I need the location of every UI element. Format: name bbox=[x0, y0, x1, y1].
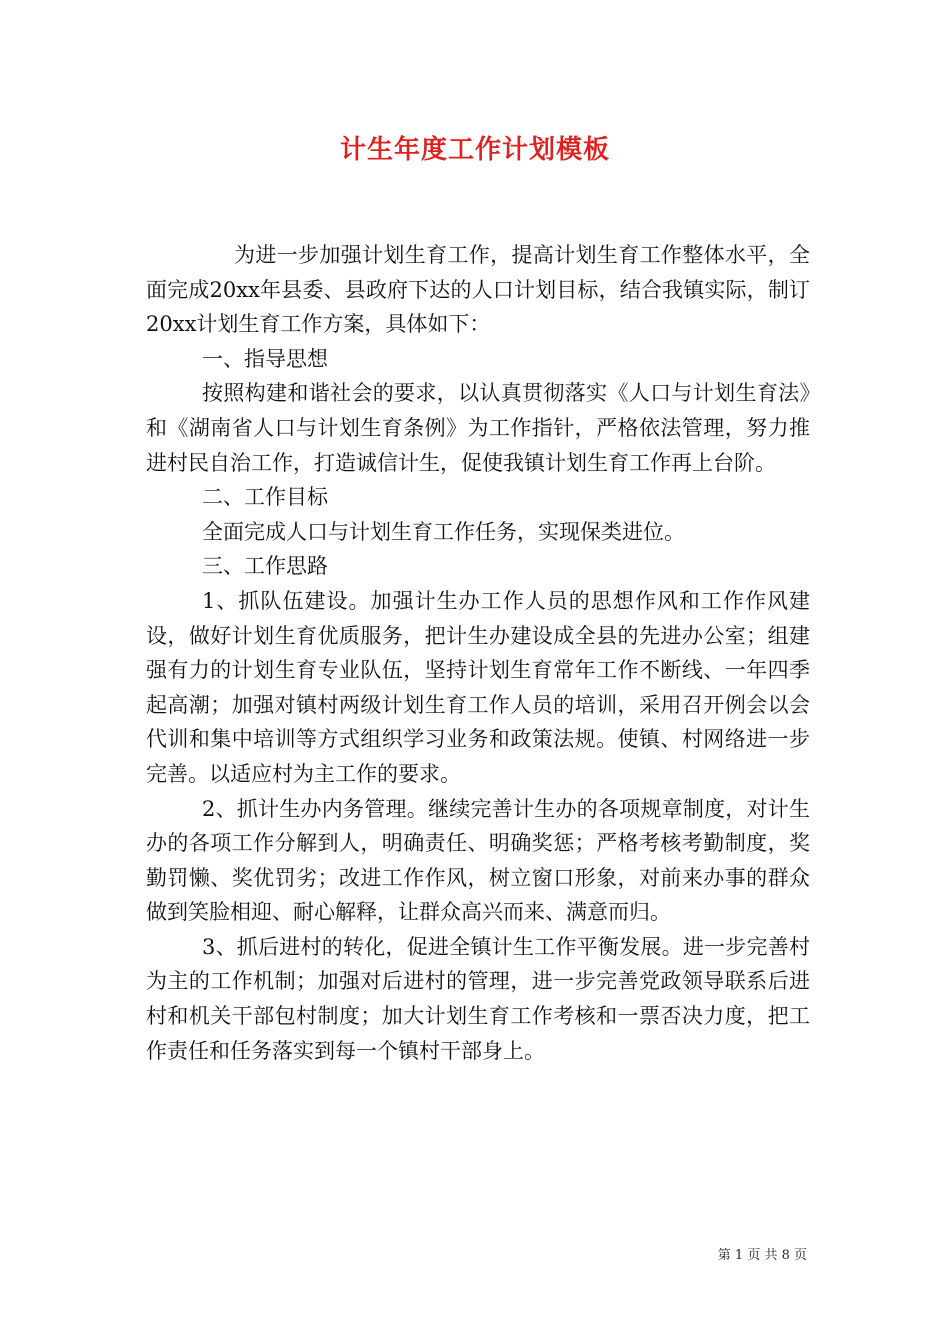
approach-item-3: 3、抓后进村的转化，促进全镇计生工作平衡发展。进一步完善村为主的工作机制；加强对后进村的管理，进一步完善党政领导联系后进村和机关干部包村制度；加大计划生育工作考核和一票否决力度，把工作责任和任务落实到每一个镇村干部身上。 bbox=[146, 934, 810, 1063]
page-number-footer: 第 1 页 共 8 页 bbox=[717, 1248, 807, 1263]
approach-item-2: 2、抓计生办内务管理。继续完善计生办的各项规章制度，对计生办的各项工作分解到人，明确责任、明确奖惩；严格考核考勤制度，奖勤罚懒、奖优罚劣；改进工作作风，树立窗口形象，对前来办事的群众做到笑脸相迎、耐心解释，让群众高兴而来、满意而归。 bbox=[146, 796, 810, 925]
section-heading-work-goal: 二、工作目标 bbox=[202, 485, 328, 510]
work-goal-paragraph: 全面完成人口与计划生育工作任务，实现保类进位。 bbox=[202, 519, 685, 544]
approach-item-1: 1、抓队伍建设。加强计生办工作人员的思想作风和工作作风建设，做好计划生育优质服务，把计生办建设成全县的先进办公室；组建强有力的计划生育专业队伍，坚持计划生育常年工作不断线、一年四季起高潮；加强对镇村两级计划生育工作人员的培训，采用召开例会以会代训和集中培训等方式组织学习业务和政策法规。使镇、村网络进一步完善。以适应村为主工作的要求。 bbox=[146, 588, 810, 786]
intro-paragraph: 为进一步加强计划生育工作，提高计划生育工作整体水平，全面完成20xx年县委、县政府下达的人口计划目标，结合我镇实际，制订20xx计划生育工作方案，具体如下： bbox=[146, 243, 810, 337]
section-heading-guiding-thought: 一、指导思想 bbox=[202, 346, 328, 371]
section-heading-work-approach: 三、工作思路 bbox=[202, 554, 328, 579]
guiding-thought-paragraph: 按照构建和谐社会的要求，以认真贯彻落实《人口与计划生育法》和《湖南省人口与计划生育条例》为工作指针，严格依法管理，努力推进村民自治工作，打造诚信计生，促使我镇计划生育工作再上台阶。 bbox=[146, 381, 810, 475]
document-body bbox=[146, 238, 810, 1068]
document-title: 计生年度工作计划模板 bbox=[339, 135, 610, 165]
